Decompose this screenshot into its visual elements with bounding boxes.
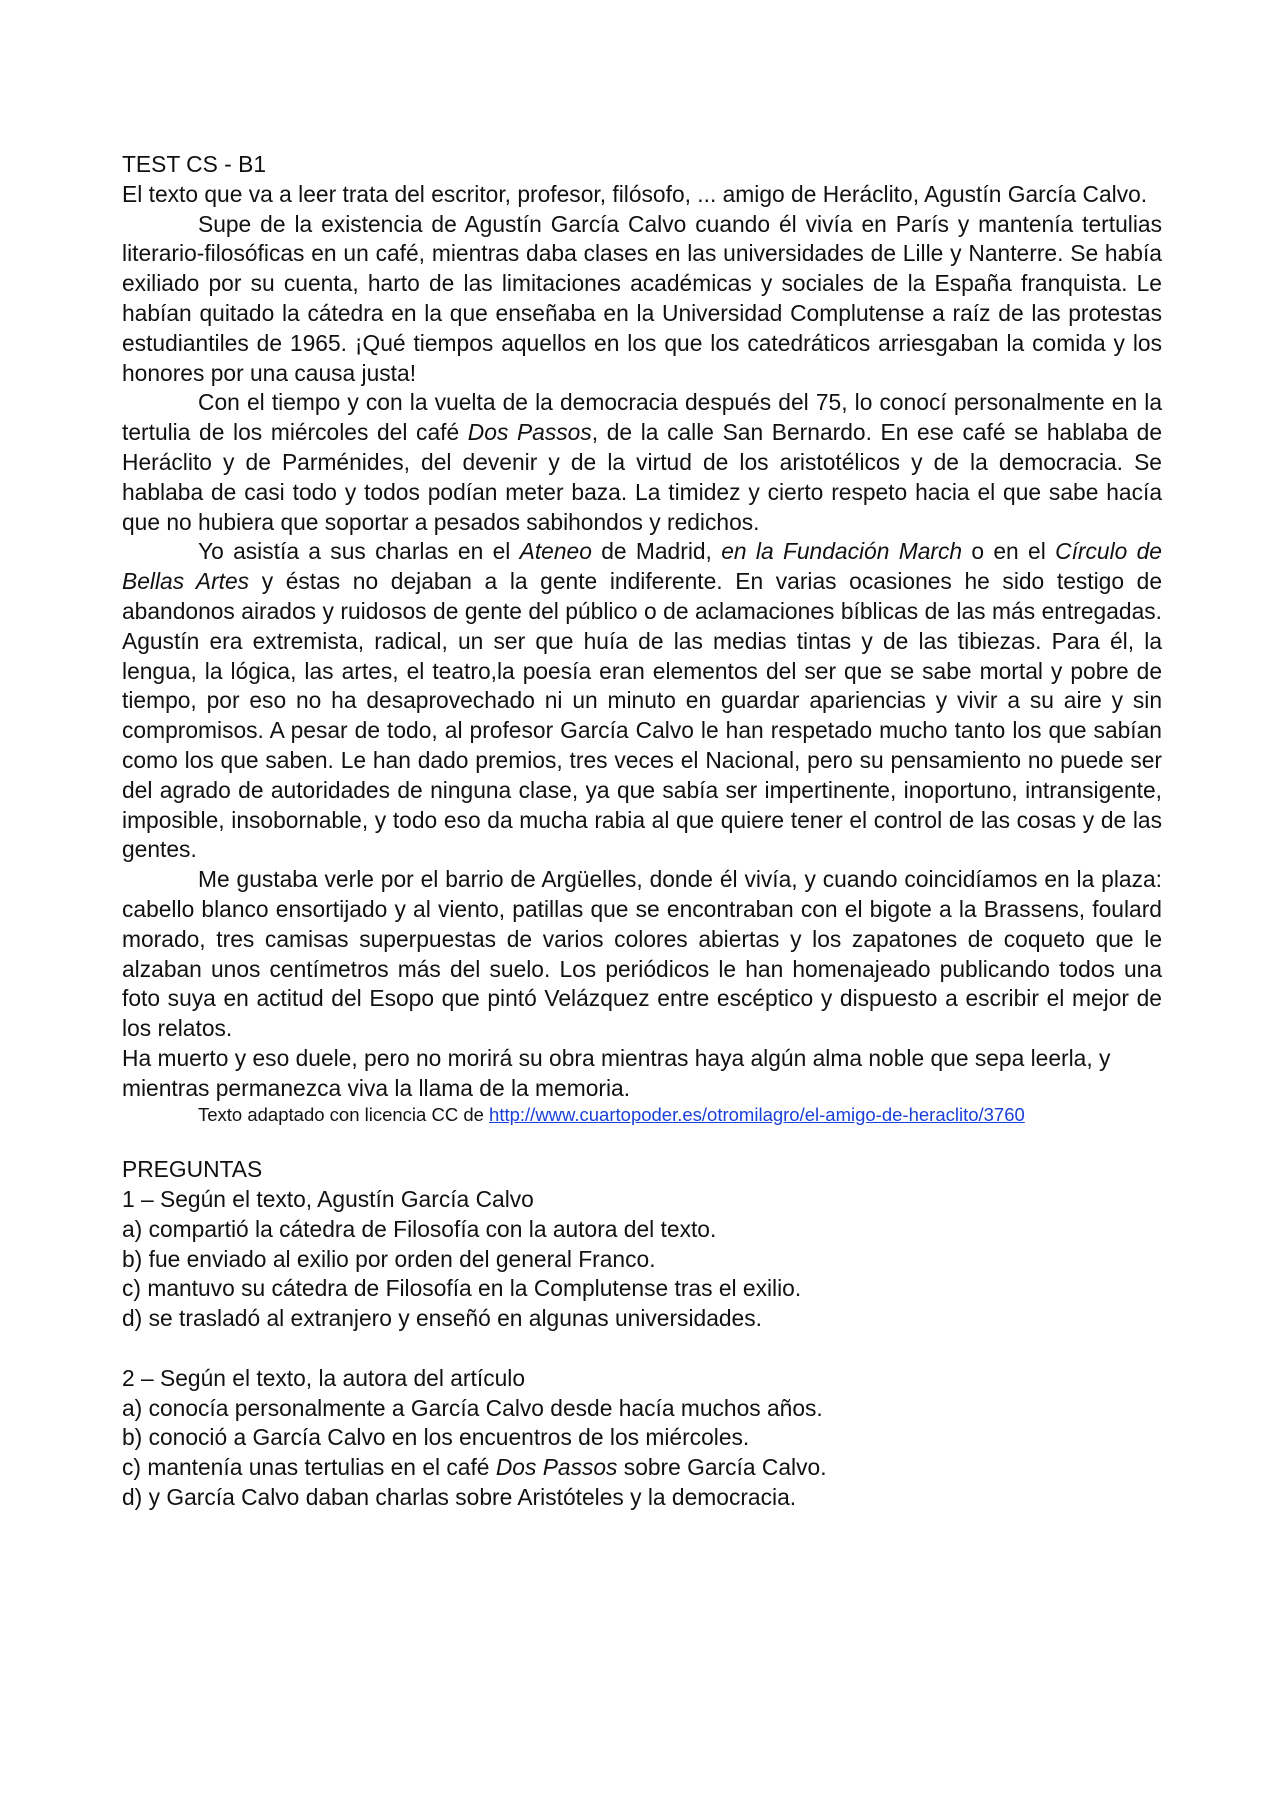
question-2-option-c[interactable] bbox=[122, 1453, 1162, 1483]
paragraph-text: Yo asistía a sus charlas en el bbox=[198, 538, 520, 565]
paragraph-text: o en el bbox=[962, 538, 1056, 565]
question-2-options bbox=[122, 1394, 1162, 1513]
credit-text: Texto adaptado con licencia CC de bbox=[198, 1103, 490, 1125]
paragraph-text: Con el tiempo y con la vuelta de la democracia después del 75, lo conocí personalmente en la tertulia de los miércoles del café bbox=[122, 389, 1162, 446]
question-1-option-b[interactable]: b) fue enviado al exilio por orden del general Franco. bbox=[122, 1245, 656, 1272]
question-2-option-b[interactable]: b) conoció a García Calvo en los encuentros de los miércoles. bbox=[122, 1424, 750, 1451]
italic-cafe-name: Dos Passos bbox=[467, 419, 592, 446]
article-paragraph-2 bbox=[122, 388, 1162, 537]
question-2-stem: 2 – Según el texto, la autora del artículo bbox=[122, 1364, 526, 1391]
paragraph-text: de Madrid, bbox=[591, 538, 722, 565]
source-credit bbox=[122, 1104, 1162, 1126]
question-2-option-a[interactable]: a) conocía personalmente a García Calvo desde hacía muchos años. bbox=[122, 1394, 823, 1421]
question-1 bbox=[122, 1185, 1162, 1334]
italic-fundacion-march: en la Fundación March bbox=[721, 538, 963, 565]
document-page bbox=[122, 150, 1162, 1513]
paragraph-text: y éstas no dejaban a la gente indiferente. En varias ocasiones he sido testigo de abandonos airados y ruidosos de gente del público o de aclamaciones bíblicas de las más entregadas. Agustín era extremista, radical, un ser que huía de las medias tintas y de las tibiezas. Para él, la lengua, la lógica, las artes, el teatro,la poesía eran elementos del ser que se sabe mortal y pobre de tiempo, por eso no ha desaprovechado ni un minuto en guardar apariencias y vivir a su aire y sin compromisos. A pesar de todo, al profesor García Calvo le han respetado mucho tanto los que sabían como los que saben. Le han dado premios, tres veces el Nacional, pero su pensamiento no puede ser del agrado de autoridades de ninguna clase, ya que sabía ser impertinente, inoportuno, intransigente, imposible, insobornable, y todo eso da mucha rabia al que quiere tener el control de las cosas y de las gentes. bbox=[122, 568, 1162, 863]
spacer bbox=[122, 1334, 1162, 1364]
question-1-option-d[interactable]: d) se trasladó al extranjero y enseñó en algunas universidades. bbox=[122, 1305, 762, 1332]
question-1-option-c[interactable]: c) mantuvo su cátedra de Filosofía en la Complutense tras el exilio. bbox=[122, 1275, 802, 1302]
italic-ateneo: Ateneo bbox=[519, 538, 592, 565]
article-paragraph-1: Supe de la existencia de Agustín García Calvo cuando él vivía en París y mantenía tertulias literario-filosóficas en un café, mientras daba clases en las universidades de Lille y Nanterre. Se había exiliado por su cuenta, harto de las limitaciones académicas y sociales de la España franquista. Le habían quitado la cátedra en la que enseñaba en la Universidad Complutense a raíz de las protestas estudiantiles de 1965. ¡Qué tiempos aquellos en los que los catedráticos arriesgaban la comida y los honores por una causa justa! bbox=[122, 210, 1162, 386]
source-link[interactable]: http://www.cuartopoder.es/otromilagro/el-amigo-de-heraclito/3760 bbox=[489, 1103, 1025, 1125]
spacer bbox=[122, 1126, 1162, 1156]
italic-cafe-name: Dos Passos bbox=[495, 1454, 618, 1481]
question-1-option-a[interactable]: a) compartió la cátedra de Filosofía con la autora del texto. bbox=[122, 1215, 717, 1242]
article-paragraph-3 bbox=[122, 537, 1162, 865]
option-text: sobre García Calvo. bbox=[617, 1454, 827, 1481]
question-1-options bbox=[122, 1215, 1162, 1334]
question-1-stem: 1 – Según el texto, Agustín García Calvo bbox=[122, 1186, 534, 1213]
article-paragraph-5: Ha muerto y eso duele, pero no morirá su obra mientras haya algún alma noble que sepa leerla, y mientras permanezca viva la llama de la memoria. bbox=[122, 1044, 1111, 1101]
paragraph-text: , de la calle San Bernardo. En ese café se hablaba de Heráclito y de Parménides, del devenir y de la virtud de los aristotélicos y de la democracia. Se hablaba de casi todo y todos podían meter baza. La timidez y cierto respeto hacia el que sabe hacía que no hubiera que soportar a pesados sabihondos y redichos. bbox=[122, 419, 1163, 535]
question-2 bbox=[122, 1364, 1162, 1513]
option-text: c) mantenía unas tertulias en el café bbox=[122, 1454, 496, 1481]
italic-circulo-bellas-artes: Círculo de Bellas Artes bbox=[122, 538, 1162, 595]
intro-text: El texto que va a leer trata del escritor, profesor, filósofo, ... amigo de Heráclito, Agustín García Calvo. bbox=[122, 180, 1148, 207]
test-title: TEST CS - B1 bbox=[122, 151, 266, 177]
questions-heading: PREGUNTAS bbox=[122, 1156, 263, 1183]
article-paragraph-4: Me gustaba verle por el barrio de Argüelles, donde él vivía, y cuando coincidíamos en la plaza: cabello blanco ensortijado y al viento, patillas que se encontraban con el bigote a la Brassens, foulard morado, tres camisas superpuestas de varios colores abiertas y los zapatones de coqueto que le alzaban unos centímetros más del suelo. Los periódicos le han homenajeado publicando todos una foto suya en actitud del Esopo que pintó Velázquez entre escéptico y dispuesto a escribir el mejor de los relatos. bbox=[122, 866, 1162, 1042]
question-2-option-d[interactable]: d) y García Calvo daban charlas sobre Aristóteles y la democracia. bbox=[122, 1484, 797, 1511]
